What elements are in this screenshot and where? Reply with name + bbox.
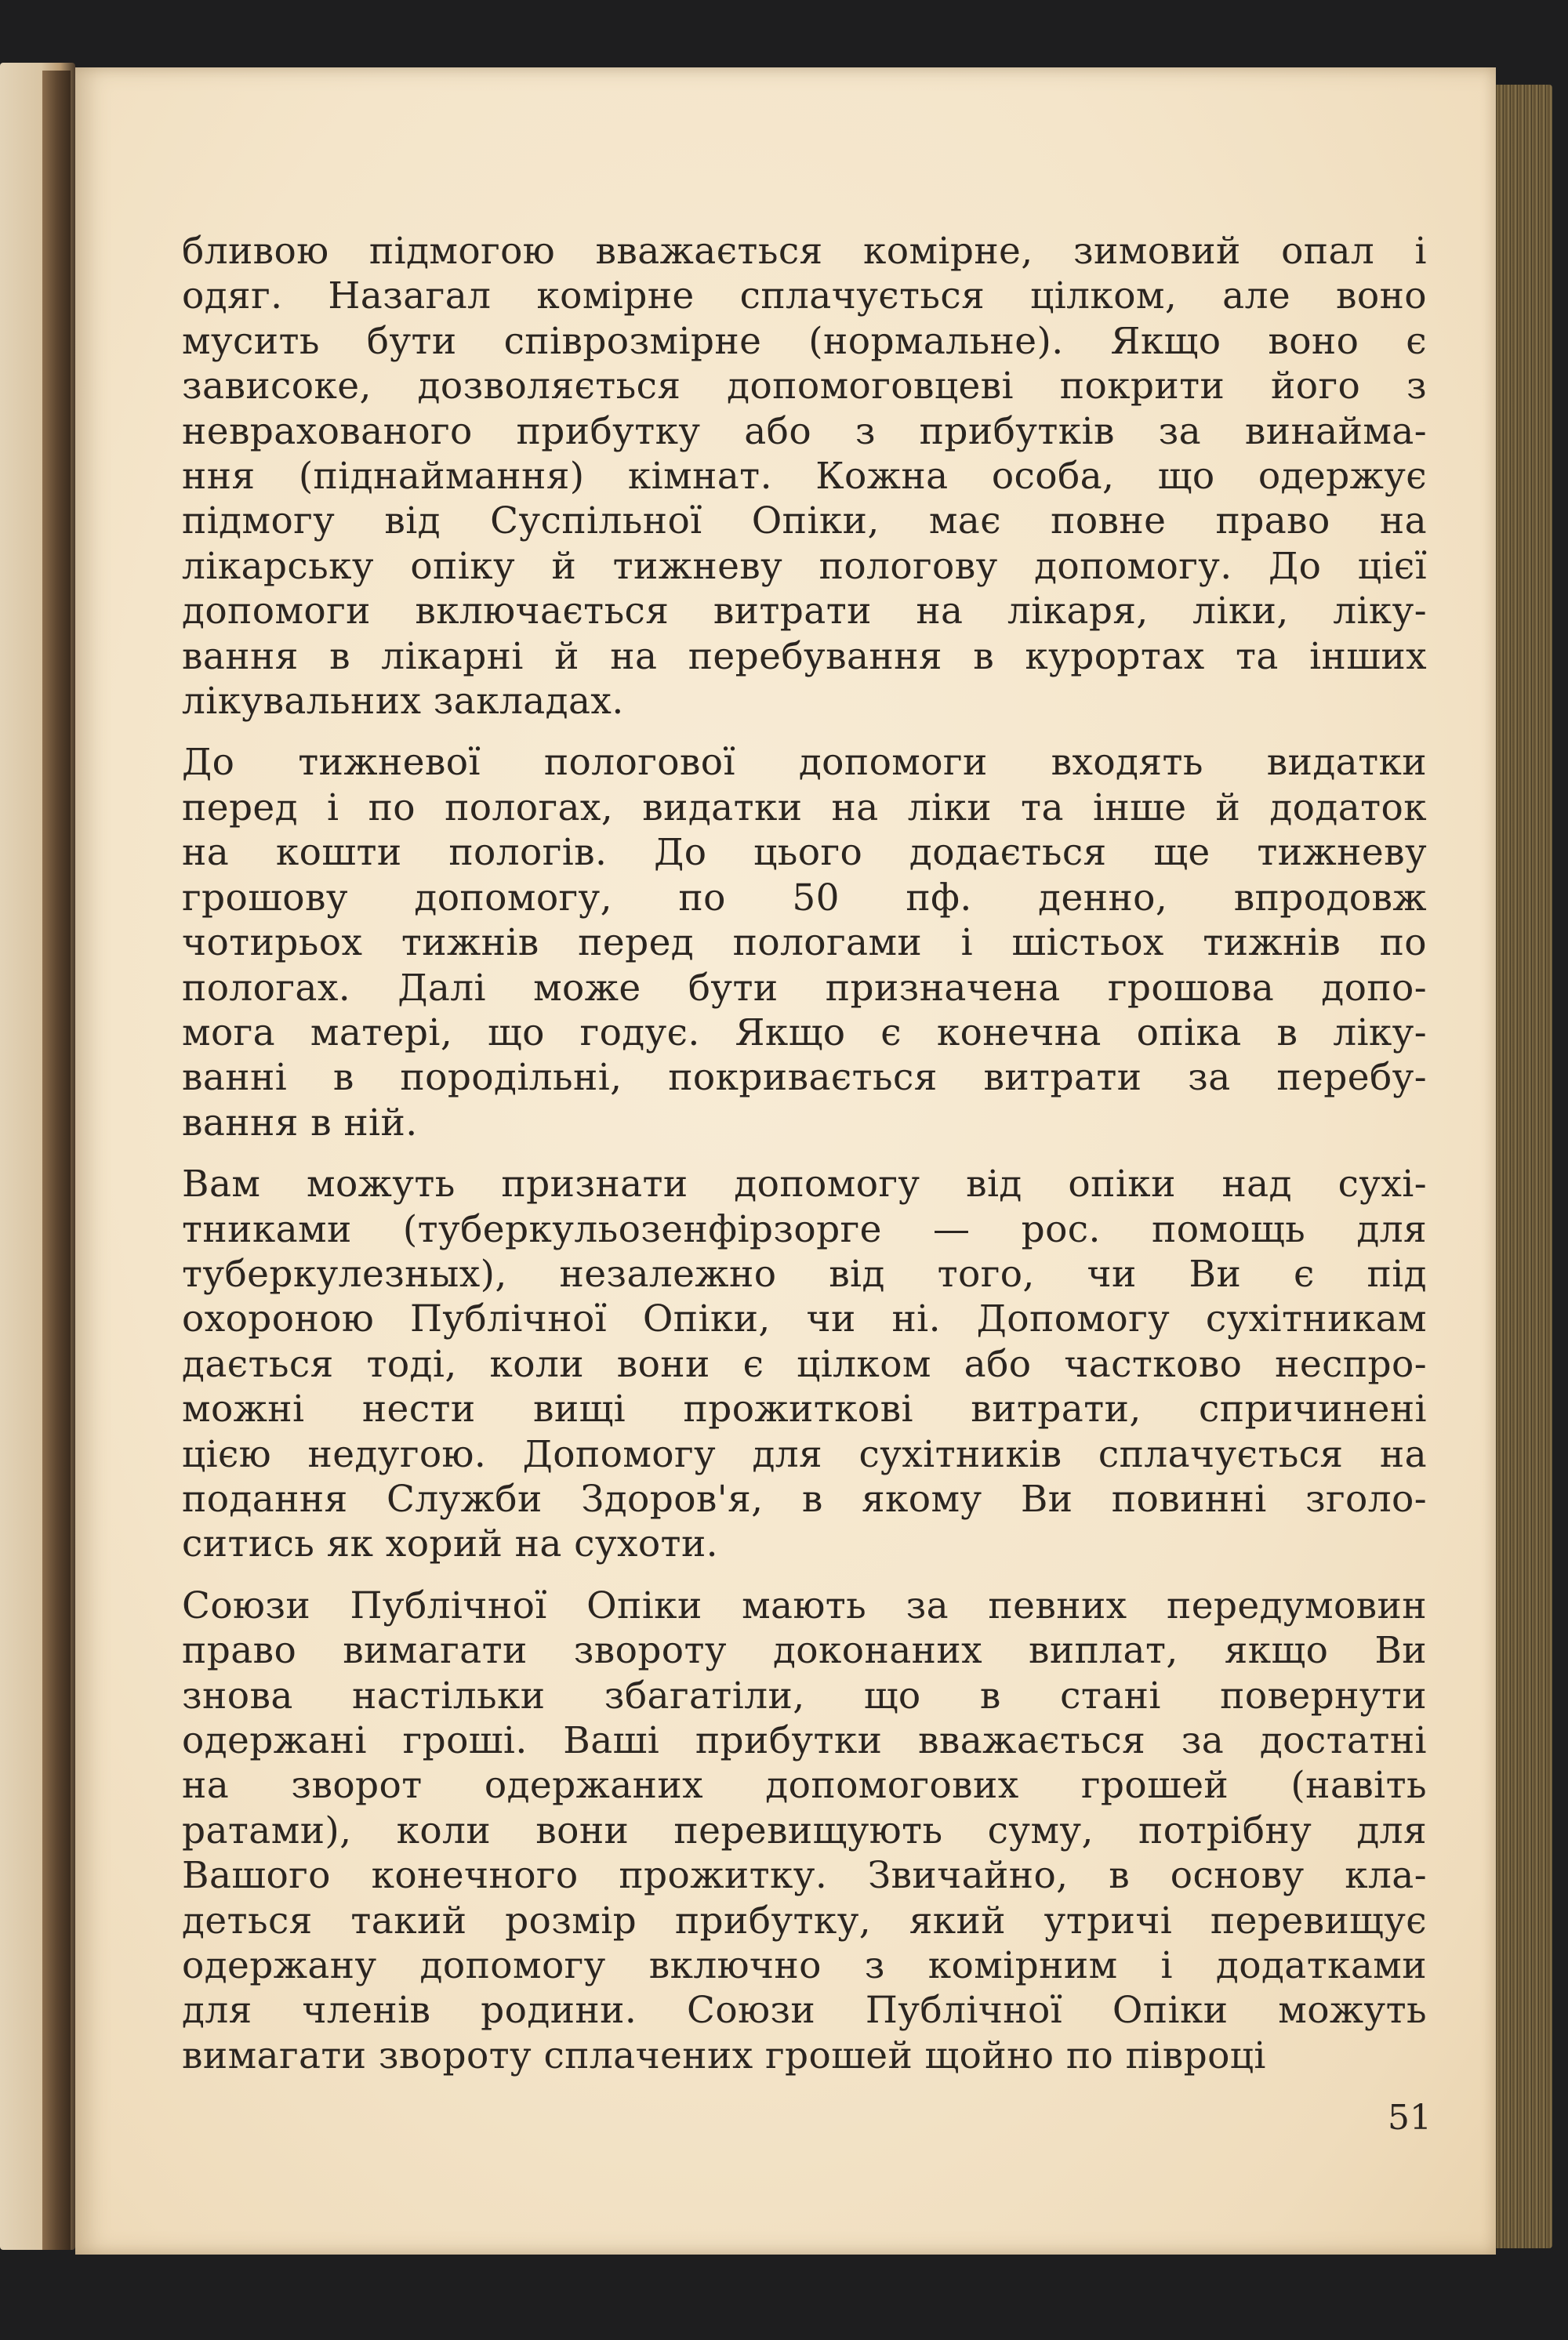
- text-line: знова настільки збагатіли, що в стані повернути: [182, 1674, 1427, 1718]
- text-line: цією недугою. Допомогу для сухітників сплачується на: [182, 1432, 1427, 1476]
- text-line: на кошти пологів. До цього додається ще тижневу: [182, 831, 1427, 875]
- text-line: одержану допомогу включно з комірним і додатками: [182, 1944, 1427, 1988]
- text-line: Вашого конечного прожитку. Звичайно, в основу кла-: [182, 1854, 1427, 1898]
- text-line: До тижневої пологової допомоги входять видатки: [182, 741, 1427, 785]
- text-line: деться такий розмір прибутку, який утричі перевищує: [182, 1899, 1427, 1943]
- text-line: пологах. Далі може бути призначена грошова допо-: [182, 966, 1427, 1010]
- text-line: подання Служби Здоров'я, в якому Ви повинні зголо-: [182, 1477, 1427, 1521]
- text-line: охороною Публічної Опіки, чи ні. Допомогу сухітникам: [182, 1297, 1427, 1341]
- text-line: грошову допомогу, по 50 пф. денно, впродовж: [182, 876, 1427, 920]
- paragraph: [182, 740, 1427, 1145]
- text-line: право вимагати звороту доконаних виплат, якщо Ви: [182, 1629, 1427, 1673]
- text-line: тниками (туберкульозенфірзорге — рос. помощь для: [182, 1207, 1427, 1251]
- text-line: вання в лікарні й на перебування в курортах та інших: [182, 634, 1427, 678]
- text-line: неврахованого прибутку або з прибутків за винайма-: [182, 409, 1427, 453]
- text-line: вання в ній.: [182, 1101, 418, 1145]
- paragraph: [182, 1162, 1427, 1567]
- page-text: [182, 229, 1427, 2095]
- text-line: мусить бути співрозмірне (нормальне). Якщо воно є: [182, 319, 1427, 363]
- page-number: 51: [1388, 2098, 1432, 2138]
- text-line: дається тоді, коли вони є цілком або частково неспро-: [182, 1342, 1427, 1386]
- text-line: мога матері, що годує. Якщо є конечна опіка в ліку-: [182, 1010, 1427, 1054]
- text-line: ситись як хорий на сухоти.: [182, 1522, 719, 1566]
- text-line: ванні в породільні, покривається витрати за перебу-: [182, 1056, 1427, 1100]
- text-line: на зворот одержаних допомогових грошей (навіть: [182, 1764, 1427, 1808]
- text-line: ння (піднаймання) кімнат. Кожна особа, що одержує: [182, 455, 1427, 499]
- text-line: допомоги включається витрати на лікаря, ліки, ліку-: [182, 590, 1427, 633]
- text-line: можні нести вищі прожиткові витрати, спричинені: [182, 1388, 1427, 1431]
- paragraph: [182, 229, 1427, 724]
- text-line: бливою підмогою вважається комірне, зимовий опал і: [182, 230, 1427, 273]
- text-line: одержані гроші. Ваші прибутки вважається за достатні: [182, 1719, 1427, 1762]
- paragraph: [182, 1584, 1427, 2078]
- text-line: туберкулезных), незалежно від того, чи Ви є під: [182, 1252, 1427, 1296]
- text-line: одяг. Назагал комірне сплачується цілком, але воно: [182, 274, 1427, 318]
- text-line: перед і по пологах, видатки на ліки та інше й додаток: [182, 785, 1427, 829]
- book-page: [75, 67, 1496, 2255]
- page-stack-edges: [1490, 85, 1552, 2248]
- text-line: Союзи Публічної Опіки мають за певних передумовин: [182, 1584, 1427, 1627]
- text-line: вимагати звороту сплачених грошей щойно по півроці: [182, 2033, 1266, 2077]
- text-line: лікарську опіку й тижневу пологову допомогу. До цієї: [182, 544, 1427, 588]
- text-line: підмогу від Суспільної Опіки, має повне право на: [182, 499, 1427, 543]
- book-spine: [42, 71, 71, 2250]
- text-line: чотирьох тижнів перед пологами і шістьох тижнів по: [182, 921, 1427, 965]
- text-line: для членів родини. Союзи Публічної Опіки можуть: [182, 1989, 1427, 2033]
- text-line: лікувальних закладах.: [182, 680, 624, 724]
- text-line: ратами), коли вони перевищують суму, потрібну для: [182, 1809, 1427, 1852]
- text-line: зависоке, дозволяється допомоговцеві покрити його з: [182, 365, 1427, 408]
- text-line: Вам можуть признати допомогу від опіки над сухі-: [182, 1163, 1427, 1206]
